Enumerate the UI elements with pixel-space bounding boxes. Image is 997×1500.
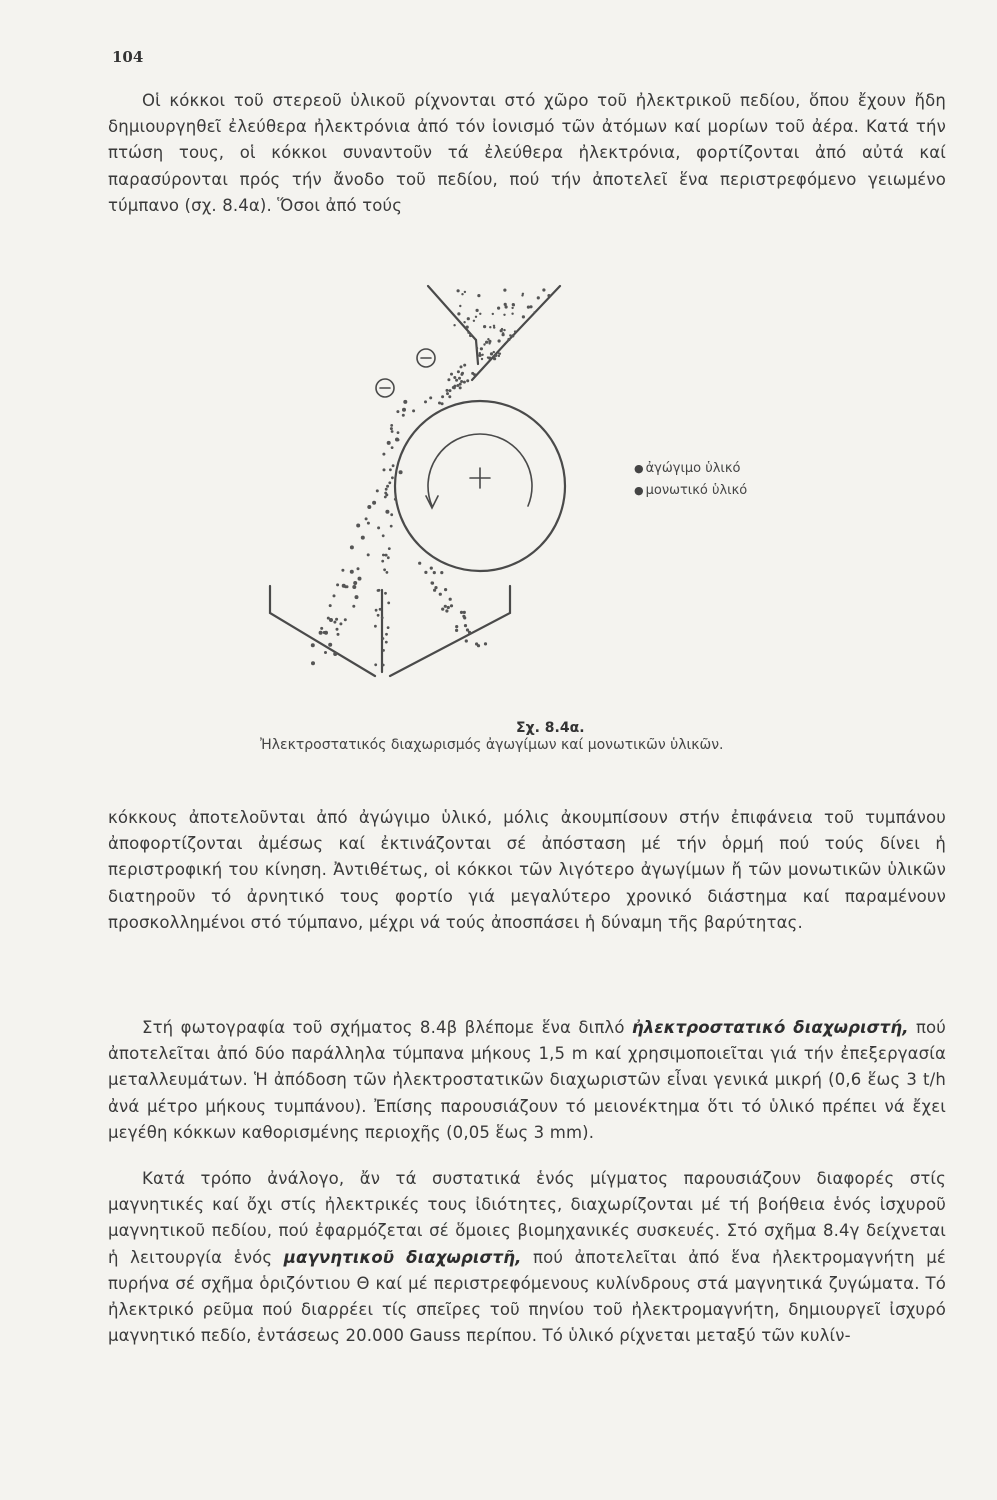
particle <box>390 513 393 516</box>
figure-caption-number: Σχ. 8.4α. <box>516 720 585 736</box>
paragraph-1 <box>108 88 946 219</box>
particle <box>485 341 488 344</box>
particle <box>497 307 500 310</box>
particle <box>352 585 356 589</box>
particle <box>455 625 458 628</box>
particle <box>493 357 496 360</box>
particle <box>459 386 462 389</box>
particle <box>390 427 393 430</box>
legend <box>634 458 747 502</box>
particle <box>386 485 389 488</box>
particle <box>440 571 443 574</box>
particle <box>397 439 400 442</box>
particle <box>479 313 481 315</box>
particle <box>377 526 380 529</box>
particle <box>460 365 463 368</box>
particle <box>350 545 354 549</box>
particle <box>402 408 406 412</box>
particle <box>333 594 336 597</box>
particle <box>542 288 545 291</box>
collector-left-bin <box>270 586 375 676</box>
particle <box>448 395 451 398</box>
particle <box>462 615 465 618</box>
particle <box>511 334 514 337</box>
particle <box>449 598 452 601</box>
particle <box>390 525 393 528</box>
particle <box>537 296 540 299</box>
particle <box>402 414 405 417</box>
particle <box>450 604 453 607</box>
particle <box>477 644 480 647</box>
particle <box>453 386 456 389</box>
particle <box>467 317 470 320</box>
particle <box>461 372 464 375</box>
particle <box>464 291 466 293</box>
particle <box>441 402 444 405</box>
particle <box>335 618 338 621</box>
particle <box>455 379 458 382</box>
paragraph-2-text: κόκκους ἀποτελοῦνται ἀπό ἀγώγιμο ὑλικό, μόλις ἀκουμπίσουν στήν ἐπιφάνεια τοῦ τυμπάνου ἀποφορτίζονται ἀμέσως καί ἐκτινάζονται σέ ἀπόσταση μέ τήν ὁρμή πού τούς δίνει ἡ περιστροφική του κίνηση. Ἀντιθέτως, οἱ κόκκοι τῶν λιγότερο ἀγωγίμων ἤ τῶν μονωτικῶν ὑλικῶν διατηροῦν τό ἀρνητικό τους φορτίο γιά μεγαλύτερο χρονικό διάστημα καί παραμένουν προσκολλημένοι στό τύμπανο, μέχρι νά τούς ἀποσπάσει ἡ δύναμη τῆς βαρύτητας. <box>108 808 946 932</box>
particle <box>447 606 450 609</box>
particle <box>385 510 389 514</box>
particle <box>382 637 385 640</box>
particle <box>384 492 387 495</box>
particle <box>463 381 466 384</box>
particle <box>483 325 486 328</box>
page-number: 104 <box>112 48 144 66</box>
particle <box>379 608 382 611</box>
particle <box>453 376 456 379</box>
particle <box>441 608 444 611</box>
particle <box>385 554 388 557</box>
particle <box>444 588 447 591</box>
particle <box>385 633 388 636</box>
particle <box>468 631 471 634</box>
particle <box>502 332 504 334</box>
particle <box>365 517 368 520</box>
particle <box>488 340 491 343</box>
particle <box>367 505 371 509</box>
particle <box>361 536 365 540</box>
particle <box>418 562 421 565</box>
particle <box>383 568 386 571</box>
particle <box>358 577 362 581</box>
particle <box>384 592 387 595</box>
particle <box>328 643 332 647</box>
particle <box>386 571 389 574</box>
particle <box>324 651 327 654</box>
paragraph-1-text: Οἱ κόκκοι τοῦ στερεοῦ ὑλικοῦ ρίχνονται στό χῶρο τοῦ ἠλεκτρικοῦ πεδίου, ὅπου ἔχουν ἤδη δημιουργηθεῖ ἐλεύθερα ἠλεκτρόνια ἀπό τόν ἰονισμό τῶν ἀτόμων καί μορίων τοῦ ἀέρα. Κατά τήν πτώση τους, οἱ κόκκοι συναντοῦν τά ἐλεύθερα ἠλεκτρόνια, φορτίζονται ἀπό αὐτά καί παρασύρονται πρός τήν ἄνοδο τοῦ πεδίου, πού τήν ἀποτελεῖ ἕνα περιστρεφόμενο γειωμένο τύμπανο (σχ. 8.4α). Ὅσοι ἀπό τούς <box>108 91 946 215</box>
particle <box>388 481 391 484</box>
particle <box>463 364 466 367</box>
particle <box>387 441 391 445</box>
particle <box>489 326 491 328</box>
particle <box>383 468 386 471</box>
particle <box>514 330 516 332</box>
particle <box>431 581 434 584</box>
particle <box>344 618 347 621</box>
particle <box>509 334 511 336</box>
particle <box>357 567 360 570</box>
particle <box>329 604 332 607</box>
particle <box>480 347 483 350</box>
paragraph-3 <box>108 1015 946 1146</box>
particle <box>494 354 497 357</box>
particle <box>511 307 513 309</box>
particle <box>475 316 477 318</box>
particle <box>424 400 427 403</box>
particle <box>533 311 535 313</box>
particle <box>457 370 460 373</box>
particle <box>449 389 452 392</box>
particle <box>473 373 476 376</box>
particle <box>522 315 525 318</box>
particle <box>372 501 376 505</box>
particle <box>512 303 515 306</box>
particle <box>381 616 384 619</box>
paragraph-3-after: πού ἀποτελεῖται ἀπό δύο παράλληλα τύμπανα μήκους 1,5 m καί χρησιμοποιεῖται γιά τήν ἐπεξεργασία μεταλλευμάτων. Ἡ ἀπόδοση τῶν ἠλεκτροστατικῶν διαχωριστῶν εἶναι γενικά μικρή (0,6 ἕως 3 t/h ἀνά μέτρο μήκους τυμπάνου). Ἐπίσης παρουσιάζουν τό μειονέκτημα ὅτι τό ὑλικό πρέπει νά ἔχει μεγέθη κόκκων καθορισμένης περιοχῆς (0,05 ἕως 3 mm). <box>108 1018 946 1142</box>
particle <box>466 379 469 382</box>
particle <box>311 643 315 647</box>
particle <box>469 334 472 337</box>
particle <box>433 589 436 592</box>
particle <box>339 622 342 625</box>
particle <box>476 309 479 312</box>
paragraph-2 <box>108 805 946 936</box>
hopper-left-spout <box>476 340 478 364</box>
particle <box>498 352 500 354</box>
particle <box>457 312 460 315</box>
particle <box>396 410 399 413</box>
paragraph-4 <box>108 1166 946 1349</box>
particle <box>467 332 469 334</box>
particle <box>505 305 508 308</box>
particles <box>311 288 551 666</box>
particle <box>350 570 354 574</box>
particle <box>503 314 505 316</box>
particle <box>433 571 436 574</box>
particle <box>484 642 487 645</box>
particle <box>459 383 462 386</box>
particle <box>387 556 390 559</box>
particle <box>336 628 339 631</box>
particle <box>319 631 323 635</box>
term-electrostatic-separator: ἠλεκτροστατικό διαχωριστή, <box>631 1018 909 1037</box>
particle <box>511 313 513 315</box>
particle <box>441 395 444 398</box>
particle <box>353 581 357 585</box>
particle <box>382 534 385 537</box>
particle <box>381 560 384 563</box>
particle <box>481 354 483 356</box>
particle <box>464 624 467 627</box>
particle <box>424 571 427 574</box>
particle <box>337 633 340 636</box>
particle <box>382 554 385 557</box>
particle <box>498 339 501 342</box>
particle <box>465 639 468 642</box>
particle <box>459 305 461 307</box>
particle <box>477 294 480 297</box>
particle <box>403 400 407 404</box>
particle <box>493 326 495 328</box>
paragraph-3-before: Στή φωτογραφία τοῦ σχήματος 8.4β βλέπομε ἕνα διπλό <box>142 1018 632 1037</box>
legend-insulating-label: μονωτικό ὑλικό <box>645 483 748 498</box>
particle <box>450 373 453 376</box>
particle <box>333 652 337 656</box>
particle <box>341 569 344 572</box>
particle <box>355 595 359 599</box>
particle <box>391 446 394 449</box>
particle <box>394 498 397 501</box>
particle <box>498 355 500 357</box>
particle <box>446 389 449 392</box>
particle <box>382 453 385 456</box>
particle <box>444 605 447 608</box>
particle <box>439 593 442 596</box>
particle <box>438 402 441 405</box>
figure-caption-text: Ἠλεκτροστατικός διαχωρισμός ἀγωγίμων καί μονωτικῶν ὑλικῶν. <box>260 737 724 753</box>
particle <box>463 321 465 323</box>
particle <box>503 329 505 331</box>
particle <box>377 589 380 592</box>
particle <box>375 609 378 612</box>
particle <box>356 524 360 528</box>
paragraph-4-before: Κατά τρόπο ἀνάλογο, ἄν τά συστατικά ἑνός μίγματος παρουσιάζουν διαφορές στίς μαγνητικές καί ὄχι στίς ἠλεκτρικές τους ἰδιότητες, διαχωρίζονται μέ τή βοήθεια ἑνός ἰσχυροῦ μαγνητικοῦ πεδίου, πού ἐφαρμόζεται σέ ὅμοιες βιομηχανικές συσκευές. Στό σχῆμα 8.4γ δείχνεται ἡ λειτουργία ἑνός <box>108 1169 946 1267</box>
particle <box>385 488 388 491</box>
particle <box>367 553 370 556</box>
particle <box>387 602 390 605</box>
particle <box>320 627 323 630</box>
particle <box>453 324 455 326</box>
legend-dot-insulating: ● <box>634 484 644 497</box>
particle <box>367 522 370 525</box>
particle <box>521 294 523 296</box>
particle <box>527 306 530 309</box>
particle <box>352 605 355 608</box>
particle <box>460 611 463 614</box>
particle <box>333 621 336 624</box>
particle <box>311 661 315 665</box>
term-magnetic-separator: μαγνητικοῦ διαχωριστῆ, <box>283 1247 522 1267</box>
particle <box>388 547 391 550</box>
particle <box>342 584 346 588</box>
legend-conductive-label: ἀγώγιμο ὑλικό <box>645 461 741 476</box>
particle <box>493 351 495 353</box>
particle <box>389 468 392 471</box>
particle <box>385 641 388 644</box>
particle <box>376 489 379 492</box>
particle <box>455 629 458 632</box>
particle <box>374 625 377 628</box>
paragraph-4-after: πού ἀποτελεῖται ἀπό ἕνα ἠλεκτρομαγνήτη μέ πυρήνα σέ σχῆμα ὁριζόντιου Θ καί μέ περιστρεφόμενους κυλίνδρους στά μαγνητικά ζυγώματα. Τό ἠλεκτρικό ρεῦμα πού διαρρέει τίς σπεῖρες τοῦ πηνίου τοῦ ἠλεκτρομαγνήτη, δημιουργεῖ ἰσχυρό μαγνητικό πεδίο, ἐντάσεως 20.000 Gauss περίπου. Τό ὑλικό ρίχνεται μεταξύ τῶν κυλίν- <box>108 1247 946 1346</box>
particle <box>377 614 380 617</box>
particle <box>466 326 469 329</box>
particle <box>473 320 475 322</box>
particle <box>463 611 466 614</box>
particle <box>507 338 510 341</box>
particle <box>384 496 387 499</box>
particle <box>391 430 394 433</box>
particle <box>382 649 385 652</box>
particle <box>447 378 450 381</box>
particle <box>412 409 415 412</box>
particle <box>458 377 461 380</box>
particle <box>429 396 432 399</box>
particle <box>397 431 400 434</box>
legend-insulating <box>634 480 747 502</box>
particle <box>387 626 390 629</box>
particle <box>488 357 491 360</box>
particle <box>461 293 463 295</box>
legend-conductive <box>634 458 747 480</box>
particle <box>479 352 481 354</box>
particle <box>481 358 483 360</box>
particle <box>399 470 403 474</box>
particle <box>460 380 463 383</box>
particle <box>392 464 395 467</box>
particle <box>500 329 503 332</box>
particle <box>382 664 385 667</box>
particle <box>336 583 339 586</box>
particle <box>323 631 326 634</box>
particle <box>457 289 460 292</box>
particle <box>492 313 494 315</box>
particle <box>391 476 394 479</box>
legend-dot-conductive: ● <box>634 462 644 475</box>
particle <box>483 343 485 345</box>
particle <box>490 352 493 355</box>
particle <box>374 663 377 666</box>
particle <box>503 289 506 292</box>
particle <box>445 609 448 612</box>
particle <box>390 424 393 427</box>
particle <box>547 294 550 297</box>
particle <box>446 392 449 395</box>
particle <box>476 347 478 349</box>
particle <box>327 617 330 620</box>
particle <box>430 567 433 570</box>
